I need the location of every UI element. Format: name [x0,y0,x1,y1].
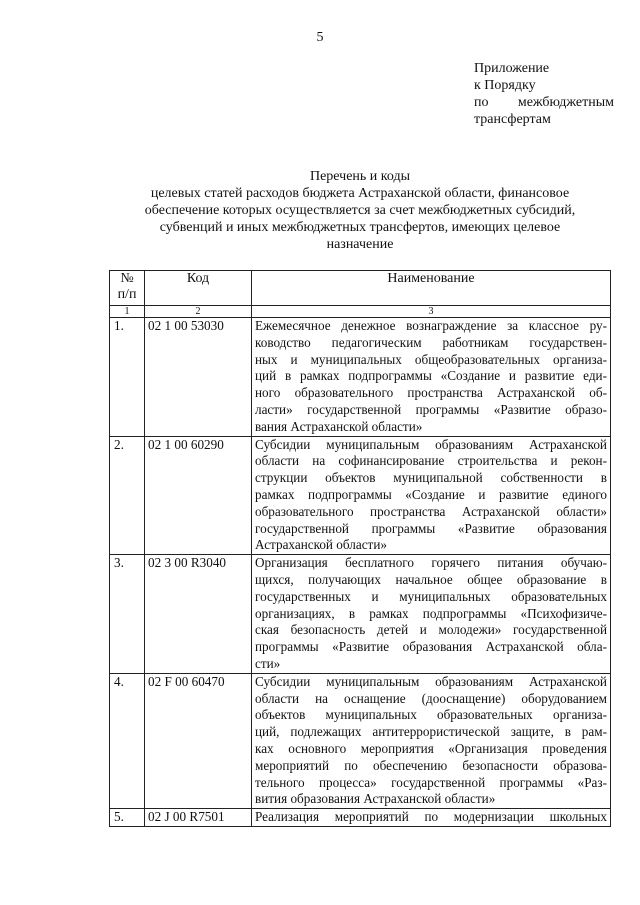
row-name-line: государственных и муниципальных образовательных [255,588,607,604]
column-index: 1 [110,306,145,318]
title-line: Перечень и коды [309,169,411,184]
row-name-line: ций, подлежащих антитеррористической защите, в рам- [255,724,607,740]
row-name-line: организациях, в рамках подпрограммы «Психофизиче- [255,605,607,621]
row-name-line: ных и муниципальных общеобразовательных организа- [255,351,607,367]
row-name-line: вания Астраханской области» [255,418,423,434]
row-name-line: вития образования Астраханской области» [255,791,496,807]
appendix-line: Приложение [474,61,550,76]
row-name-line: Астраханской области» [255,537,387,553]
table-row [110,436,611,555]
table-row [110,318,611,437]
row-name-line: государственной программы «Развитие образования [255,520,607,536]
column-index: 2 [145,306,252,318]
row-code: 02 3 00 R3040 [145,555,252,674]
row-name [252,318,611,437]
table-row [110,809,611,827]
table-body [110,318,611,827]
header-name: Наименование [252,271,611,306]
row-code: 02 1 00 60290 [145,436,252,555]
row-name-line: мероприятий по обеспечению безопасности образова- [255,757,607,773]
row-number: 1. [110,318,145,437]
row-name-line: Ежемесячное денежное вознаграждение за классное ру- [255,318,607,333]
row-name-line: ласти» государственной программы «Развитие образо- [255,401,607,417]
row-code: 02 F 00 60470 [145,673,252,808]
row-name [252,436,611,555]
row-name-line: ках основного мероприятия «Организация проведения [255,740,607,756]
title-line: субвенций и иных межбюджетных трансфертов, имеющих целевое [159,220,561,235]
row-number: 4. [110,673,145,808]
document-title [110,168,610,253]
row-number: 3. [110,555,145,674]
header-num-line: № [120,271,134,286]
appendix-block [474,60,614,128]
row-name-line: программы «Развитие образования Астраханской обла- [255,639,607,655]
header-num-line: п/п [117,287,137,302]
title-line: целевых статей расходов бюджета Астраханской области, финансовое [150,186,570,201]
column-index: 3 [252,306,611,318]
table-header-row [110,271,611,306]
row-name-line: рамках подпрограммы «Создание и развитие единого [255,486,607,502]
codes-table [109,270,611,827]
row-name-line: области на софинансирование строительства и рекон- [255,453,607,469]
page-number: 5 [316,30,324,45]
row-name-line: ций в рамках подпрограммы «Создание и развитие еди- [255,368,607,384]
row-number: 5. [110,809,145,827]
row-name-line: ководство педагогическим работникам государствен- [255,334,607,350]
row-name-line: сти» [255,655,281,671]
title-line: назначение [326,237,394,252]
row-name-line: Реализация мероприятий по модернизации школьных [255,809,607,825]
appendix-line [474,94,614,111]
header-num [110,271,145,306]
appendix-word: межбюджетным [517,95,614,110]
row-name-line: Организация бесплатного горячего питания обучаю- [255,555,607,571]
row-name-line: Субсидии муниципальным образованиям Астраханской [255,673,607,689]
row-name-line: щихся, получающих начальное общее образование в [255,571,607,587]
row-name-line: струкции объектов муниципальной собственности в [255,470,607,486]
row-name-line: образовательного пространства Астраханской области» [255,503,607,519]
row-name [252,809,611,827]
row-number: 2. [110,436,145,555]
row-code: 02 1 00 53030 [145,318,252,437]
appendix-line: трансфертам [474,112,551,127]
row-name-line: Субсидии муниципальным образованиям Астраханской [255,436,607,452]
row-name-line: тельного процесса» государственной программы «Раз- [255,774,607,790]
row-name-line: области на оснащение (дооснащение) оборудованием [255,690,607,706]
row-name [252,555,611,674]
appendix-word: по [474,95,489,110]
row-name-line: ного образовательного пространства Астраханской об- [255,385,607,401]
header-code: Код [145,271,252,306]
row-code: 02 J 00 R7501 [145,809,252,827]
table-index-row [110,306,611,318]
table-row [110,555,611,674]
title-line: обеспечение которых осуществляется за счет межбюджетных субсидий, [144,203,576,218]
row-name [252,673,611,808]
row-name-line: ская безопасность детей и молодежи» государственной [255,622,607,638]
table-row [110,673,611,808]
row-name-line: объектов муниципальных образовательных организа- [255,707,607,723]
appendix-line: к Порядку [474,78,536,93]
